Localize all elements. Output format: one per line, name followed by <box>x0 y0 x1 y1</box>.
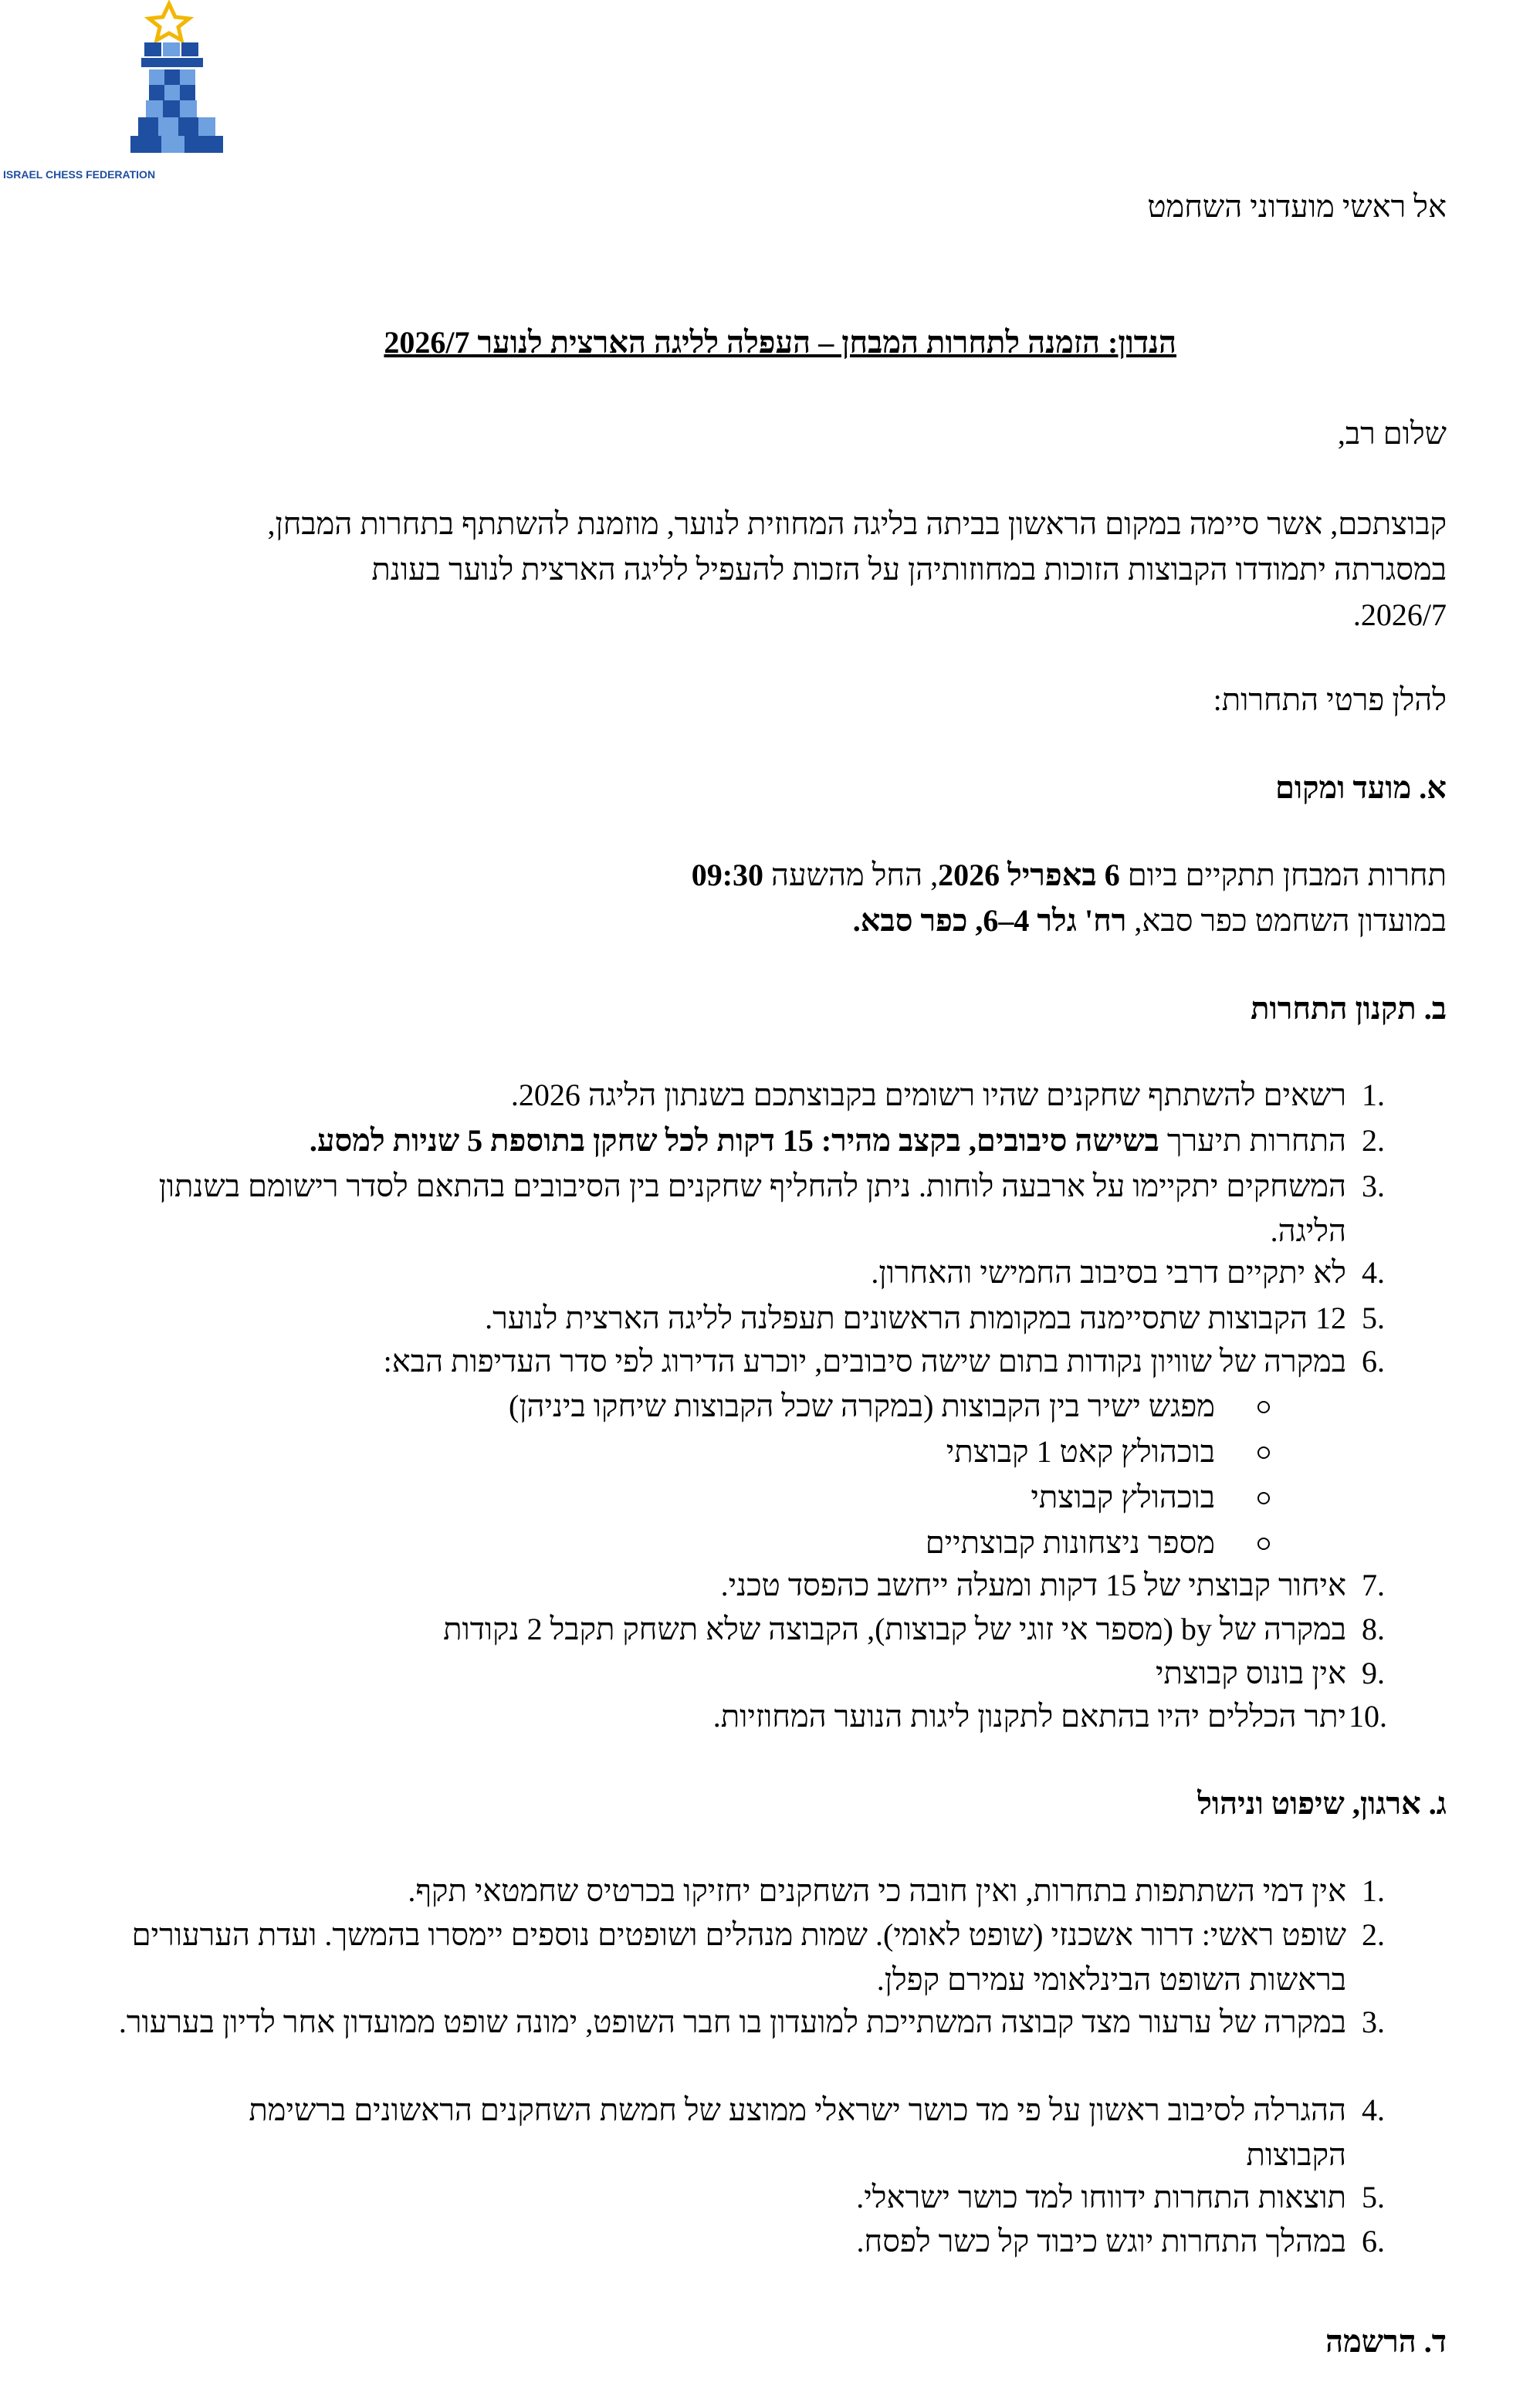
intro-line-3: 2026/7. <box>1353 597 1447 632</box>
c-item-4-text: ההגרלה לסיבוב ראשון על פי מד כושר ישראלי ממוצע של חמשת השחקנים הראשונים ברשימת הקבוצות <box>249 2093 1347 2172</box>
c-item-2-text: שופט ראשי: דרור אשכנזי (שופט לאומי). שמות מנהלים ושופטים נוספים יימסרו בהמשך. ועדת הערעורים בראשות השופט הבינלאומי עמירם קפלן. <box>132 1917 1347 1997</box>
b-item-5-text: 12 הקבוצות שתסיימנה במקומות הראשונים תעפלנה לליגה הארצית לנוער. <box>486 1301 1347 1335</box>
time-prefix: , החל מהשעה <box>764 858 939 892</box>
b-item-1-number: 1. <box>1362 1078 1386 1112</box>
c-item-3-number: 3. <box>1362 2005 1386 2039</box>
section-a-date-line <box>692 857 1447 894</box>
b-item-7-text: איחור קבוצתי של 15 דקות ומעלה ייחשב כהפסד טכני. <box>721 1568 1347 1602</box>
b-item-5-number: 5. <box>1362 1301 1386 1335</box>
tiebreak-2: בוכהולץ קאט 1 קבוצתי <box>946 1434 1216 1469</box>
details-intro: להלן פרטי התחרות: <box>1213 682 1447 717</box>
federation-logo <box>0 0 239 181</box>
c-item-5-number: 5. <box>1362 2180 1386 2215</box>
logo-english-name: ISRAEL CHESS FEDERATION <box>4 168 157 181</box>
tiebreak-3: בוכהולץ קבוצתי <box>1031 1480 1216 1514</box>
b-item-2-number: 2. <box>1362 1123 1386 1158</box>
intro-line-2: במסגרתה יתמודדו הקבוצות הזוכות במחוזותיהן על הזכות להעפיל לליגה הארצית לנוער בעונת <box>372 552 1447 587</box>
event-date: 6 באפריל 2026 <box>939 858 1121 892</box>
b-item-2-text <box>310 1122 1347 1159</box>
b-item-9-text: אין בונוס קבוצתי <box>1156 1656 1347 1690</box>
c-item-6-text: במהלך התחרות יוגש כיבוד קל כשר לפסח. <box>857 2224 1347 2259</box>
b-item-1-text: רשאים להשתתף שחקנים שהיו רשומים בקבוצתכם בשנתון הליגה 2026. <box>511 1078 1347 1112</box>
b-item-9-number: 9. <box>1362 1656 1386 1690</box>
b-item-3-text: המשחקים יתקיימו על ארבעה לוחות. ניתן להחליף שחקנים בין הסיבובים בהתאם לסדר רישומם בשנתון הליגה. <box>159 1169 1347 1248</box>
section-c-title: ג. ארגון, שיפוט וניהול <box>1198 1786 1447 1821</box>
chess-rook-logo-icon <box>116 0 239 162</box>
addressee: אל ראשי מועדוני השחמט <box>1148 189 1447 224</box>
b-item-10-number: 10. <box>1349 1699 1388 1734</box>
tiebreak-bullet-1 <box>1258 1401 1271 1413</box>
venue-address: רח' גלר 4–6, כפר סבא. <box>853 903 1128 938</box>
greeting: שלום רב, <box>1338 416 1447 451</box>
c-item-1-text: אין דמי השתתפות בתחרות, ואין חובה כי השחקנים יחזיקו בכרטיס שחמטאי תקף. <box>408 1873 1347 1908</box>
subject-line: הנדון: הזמנה לתחרות המבחן – העפלה לליגה הארצית לנוער 2026/7 <box>384 325 1177 360</box>
section-b-title: ב. תקנון התחרות <box>1251 991 1447 1026</box>
section-a-venue-line <box>854 902 1447 939</box>
b-item-3-number: 3. <box>1362 1169 1386 1203</box>
c-item-3-text: במקרה של ערעור מצד קבוצה המשתייכת למועדון בו חבר השופט, ימונה שופט ממועדון אחר לדיון בערעור. <box>119 2005 1347 2039</box>
tiebreak-bullet-3 <box>1258 1492 1271 1504</box>
b-item-4-text: לא יתקיים דרבי בסיבוב החמישי והאחרון. <box>872 1255 1347 1290</box>
tiebreak-bullet-4 <box>1258 1538 1271 1550</box>
event-time: 09:30 <box>692 858 765 892</box>
b-item-6-text: במקרה של שוויון נקודות בתום שישה סיבובים, יוכרע הדירוג לפי סדר העדיפות הבא: <box>384 1344 1347 1379</box>
b-item-6-number: 6. <box>1362 1344 1386 1379</box>
c-item-4-number: 4. <box>1362 2093 1386 2127</box>
section-a-title: א. מועד ומקום <box>1275 770 1447 805</box>
b-item-7-number: 7. <box>1362 1568 1386 1602</box>
b-item-8-text: במקרה של by (מספר אי זוגי של קבוצות), הקבוצה שלא תשחק תקבל 2 נקודות <box>444 1612 1347 1646</box>
tiebreak-1: מפגש ישיר בין הקבוצות (במקרה שכל הקבוצות שיחקו ביניהן) <box>509 1389 1216 1423</box>
c-item-6-number: 6. <box>1362 2224 1386 2259</box>
tiebreak-4: מספר ניצחונות קבוצתיים <box>926 1525 1216 1560</box>
b-item-10-text: יתר הכללים יהיו בהתאם לתקנון ליגות הנוער המחוזיות. <box>713 1699 1347 1734</box>
section-d-title: ד. הרשמה <box>1326 2324 1447 2359</box>
date-prefix: תחרות המבחן תתקיים ביום <box>1120 858 1447 892</box>
b-item-8-number: 8. <box>1362 1612 1386 1646</box>
c-item-1-number: 1. <box>1362 1873 1386 1908</box>
venue-prefix: במועדון השחמט כפר סבא, <box>1127 903 1447 938</box>
b-item-2-bold: בשישה סיבובים, בקצב מהיר: 15 דקות לכל שחקן בתוספת 5 שניות למסע. <box>310 1123 1160 1158</box>
intro-line-1: קבוצתכם, אשר סיימה במקום הראשון בביתה בליגה המחוזית לנוער, מוזמנת להשתתף בתחרות המבחן, <box>268 506 1447 541</box>
c-item-5-text: תוצאות התחרות ידווחו למד כושר ישראלי. <box>857 2180 1347 2215</box>
b-item-2-plain: התחרות תיערך <box>1159 1123 1347 1158</box>
c-item-2-number: 2. <box>1362 1917 1386 1952</box>
tiebreak-bullet-2 <box>1258 1446 1271 1459</box>
b-item-4-number: 4. <box>1362 1255 1386 1290</box>
